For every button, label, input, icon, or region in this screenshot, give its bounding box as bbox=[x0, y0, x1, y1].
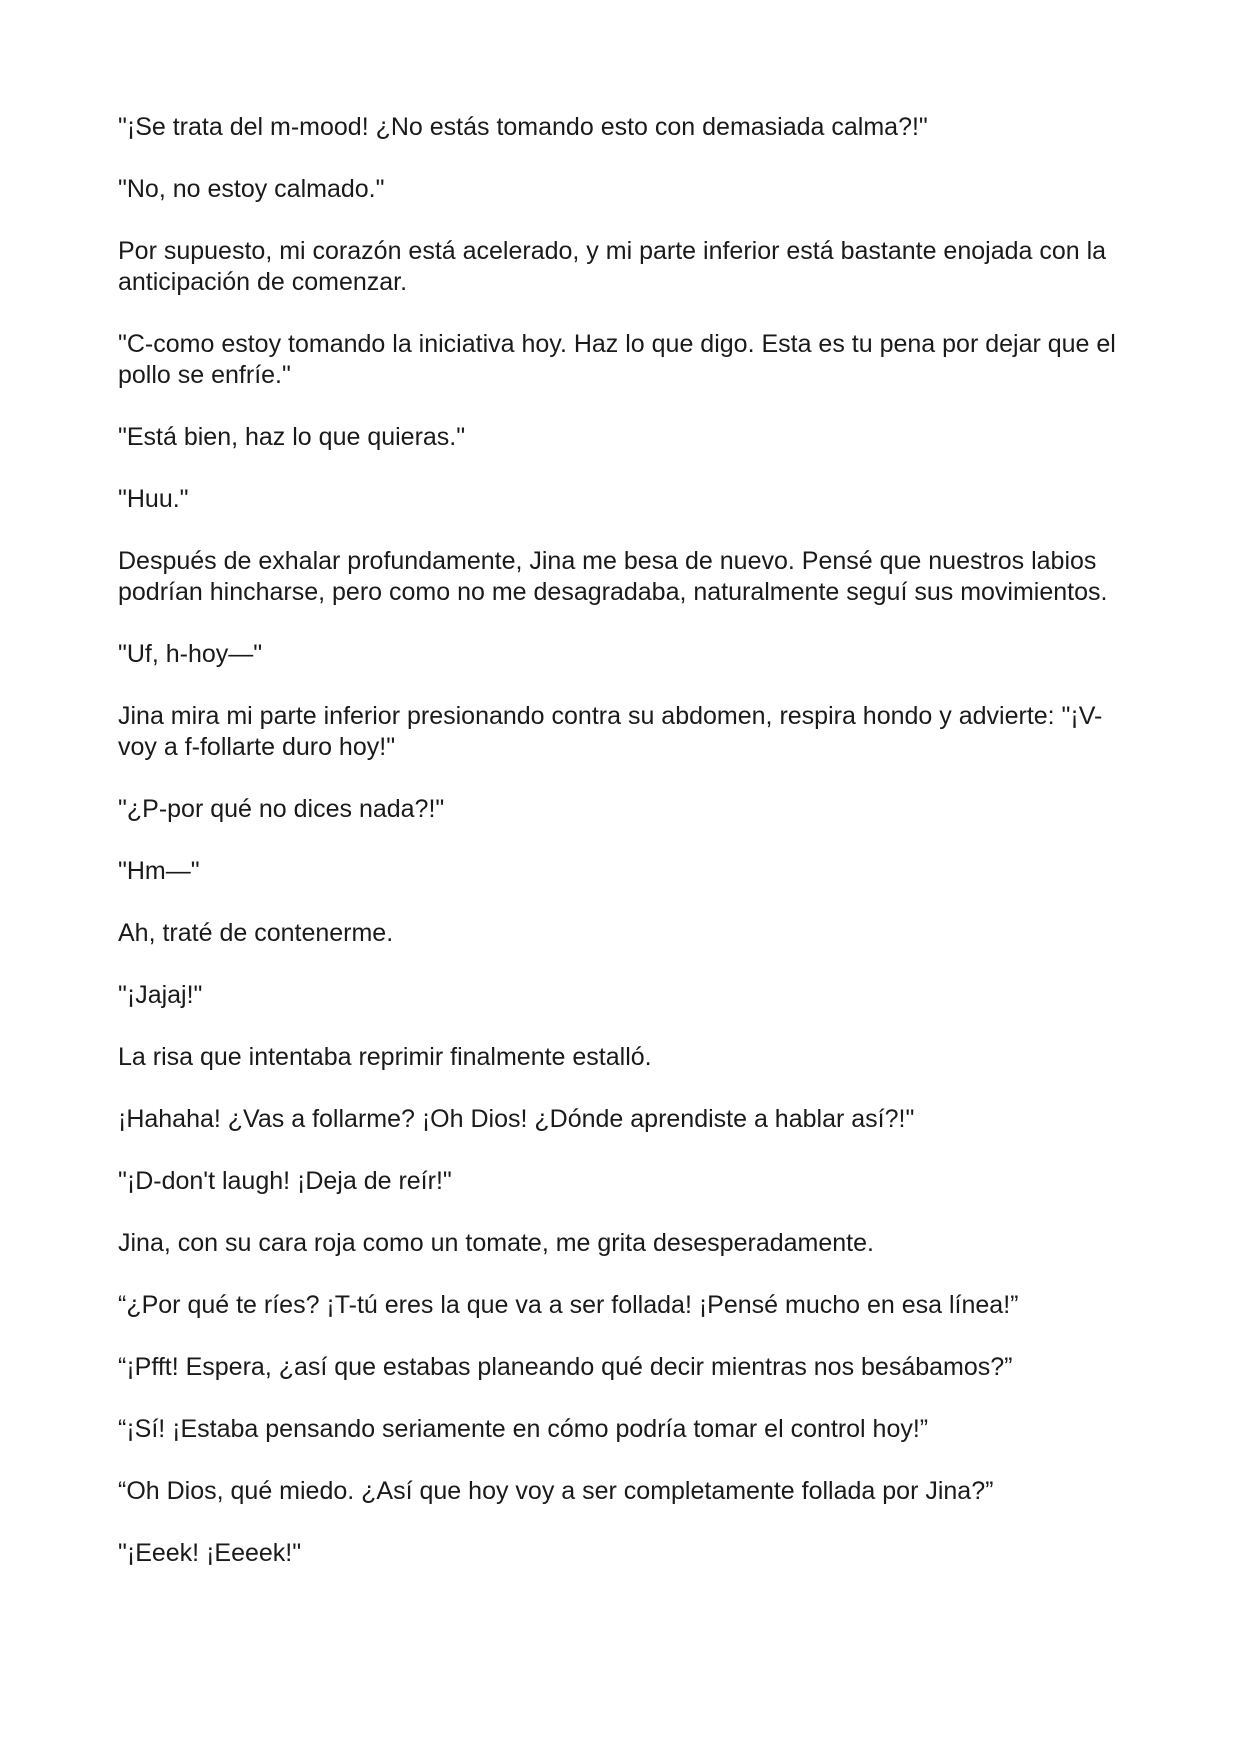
paragraph: Después de exhalar profundamente, Jina me besa de nuevo. Pensé que nuestros labios podrían hincharse, pero como no me desagradaba, naturalmente seguí sus movimientos. bbox=[118, 547, 1108, 606]
paragraph: Jina mira mi parte inferior presionando contra su abdomen, respira hondo y advierte: "¡V-voy a f-follarte duro hoy!" bbox=[118, 702, 1103, 761]
paragraph: ¡Hahaha! ¿Vas a follarme? ¡Oh Dios! ¿Dónde aprendiste a hablar así?!" bbox=[118, 1105, 915, 1133]
paragraph: "¡D-don't laugh! ¡Deja de reír!" bbox=[118, 1167, 452, 1195]
document-body bbox=[118, 112, 1128, 1569]
paragraph: Ah, traté de contenerme. bbox=[118, 919, 394, 947]
paragraph: “¡Pfft! Espera, ¿así que estabas planeando qué decir mientras nos besábamos?” bbox=[118, 1353, 1013, 1381]
paragraph: "Huu." bbox=[118, 485, 189, 513]
paragraph: "No, no estoy calmado." bbox=[118, 175, 385, 203]
paragraph: "Está bien, haz lo que quieras." bbox=[118, 423, 466, 451]
paragraph: "¡Eeek! ¡Eeeek!" bbox=[118, 1539, 302, 1567]
paragraph: “Oh Dios, qué miedo. ¿Así que hoy voy a ser completamente follada por Jina?” bbox=[118, 1477, 994, 1505]
paragraph: "C-como estoy tomando la iniciativa hoy. Haz lo que digo. Esta es tu pena por dejar que el pollo se enfríe." bbox=[118, 330, 1116, 389]
paragraph: “¡Sí! ¡Estaba pensando seriamente en cómo podría tomar el control hoy!” bbox=[118, 1415, 929, 1443]
paragraph: “¿Por qué te ríes? ¡T-tú eres la que va a ser follada! ¡Pensé mucho en esa línea!” bbox=[118, 1291, 1019, 1319]
paragraph: Por supuesto, mi corazón está acelerado, y mi parte inferior está bastante enojada con la anticipación de comenzar. bbox=[118, 237, 1107, 296]
paragraph: La risa que intentaba reprimir finalmente estalló. bbox=[118, 1043, 652, 1071]
paragraph: "¡Se trata del m-mood! ¿No estás tomando esto con demasiada calma?!" bbox=[118, 113, 928, 141]
paragraph: "Uf, h-hoy—" bbox=[118, 640, 263, 668]
paragraph: "Hm—" bbox=[118, 857, 200, 885]
paragraph: "¿P-por qué no dices nada?!" bbox=[118, 795, 445, 823]
paragraph: "¡Jajaj!" bbox=[118, 981, 203, 1009]
paragraph: Jina, con su cara roja como un tomate, me grita desesperadamente. bbox=[118, 1229, 874, 1257]
